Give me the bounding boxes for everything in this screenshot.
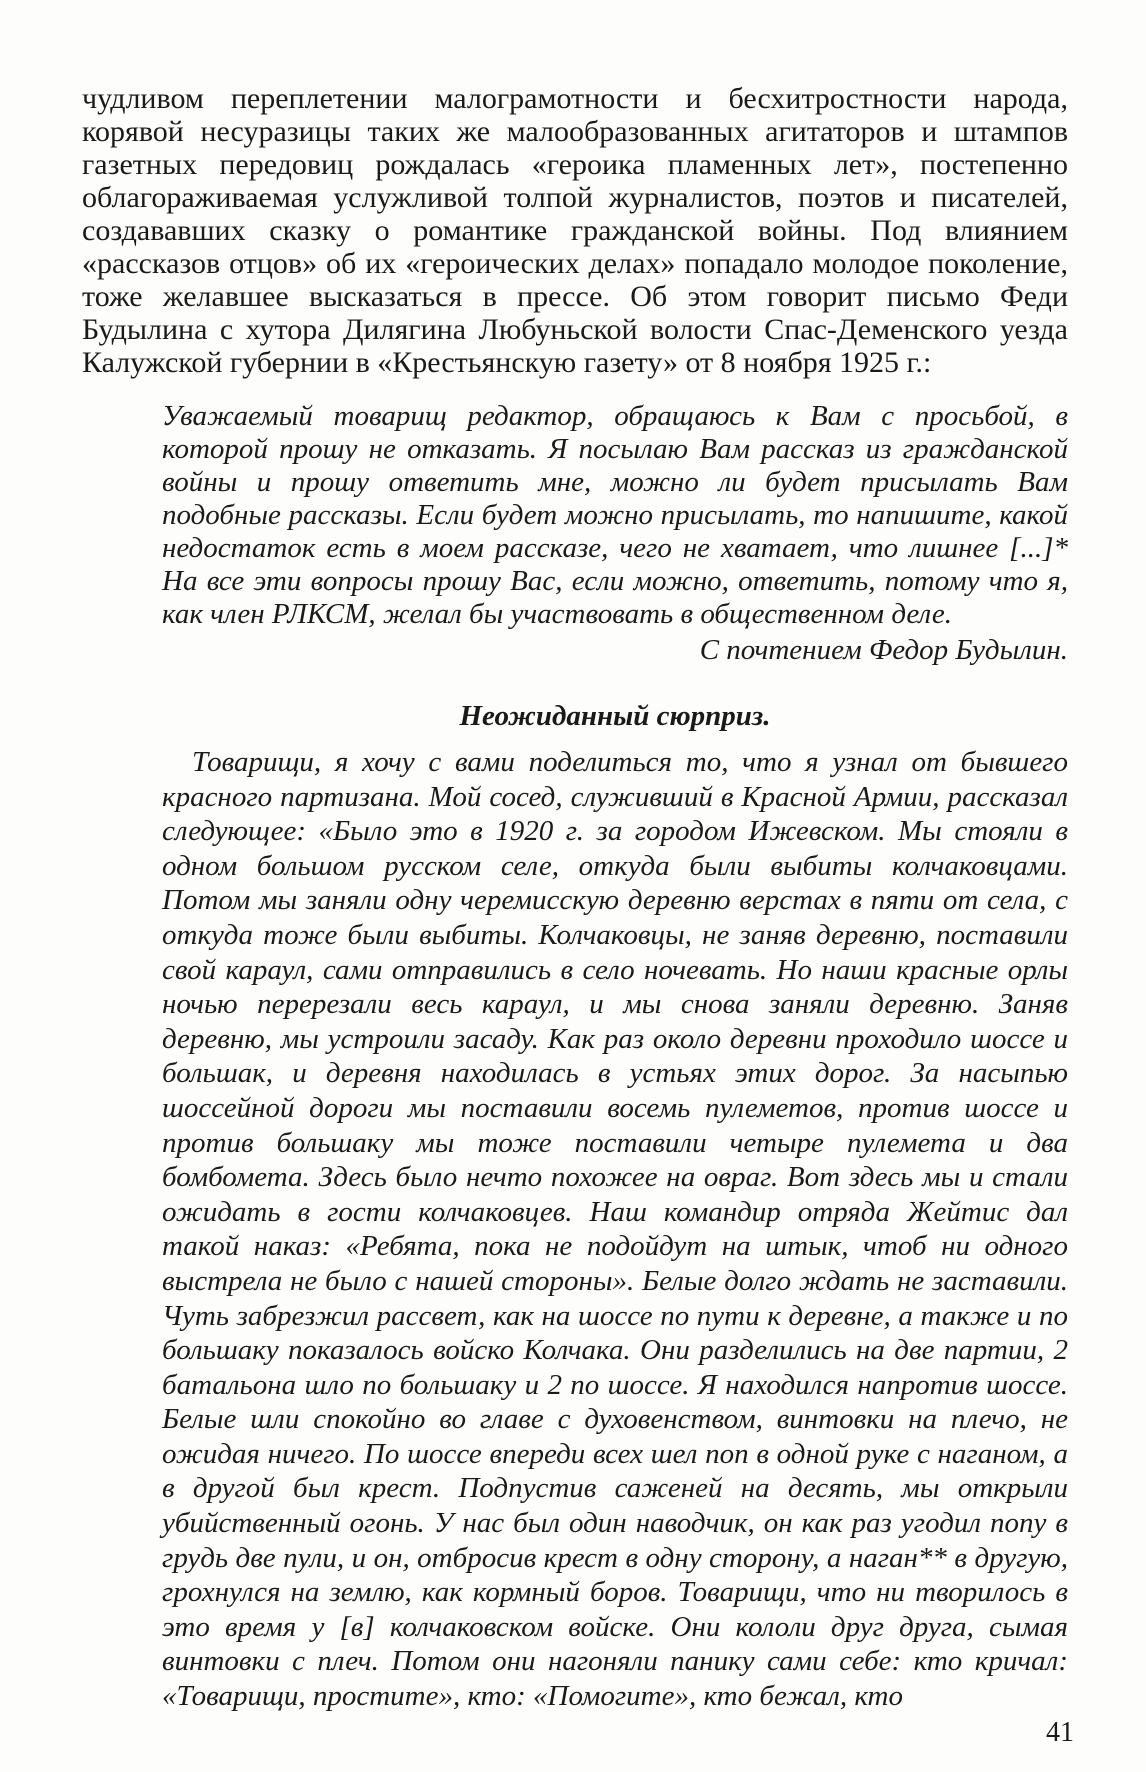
letter-signature: С почтением Федор Будылин.: [699, 634, 1068, 666]
story-title: Неожиданный сюрприз.: [459, 700, 771, 732]
intro-paragraph: чудливом переплетении малограмотности и бесхитростности народа, корявой несуразицы таких же малообразованных агитаторов и штампов газетных передовиц рождалась «героика пламенных лет», постепенно облагораживаемая услужливой толпой журналистов, поэтов и писателей, создававших сказку о романтике гражданской войны. Под влиянием «рассказов отцов» об их «героических делах» попадало молодое поколение, тоже желавшее высказаться в прессе. Об этом говорит письмо Феди Будылина с хутора Дилягина Любуньской волости Спас-Деменского уезда Калужской губернии в «Крестьянскую газету» от 8 ноября 1925 г.:: [82, 82, 1068, 379]
letter-quote: Уважаемый товарищ редактор, обращаюсь к Вам с просьбой, в которой прошу не отказать. Я посылаю Вам рассказ из гражданской войны и прошу ответить мне, можно ли будет присылать Вам подобные рассказы. Если будет можно присылать, то напишите, какой недостаток есть в моем рассказе, чего не хватает, что лишнее [...]* На все эти вопросы прошу Вас, если можно, ответить, потому что я, как член РЛКСМ, желал бы участвовать в общественном деле.: [162, 400, 1068, 630]
story-text: Товарищи, я хочу с вами поделиться то, что я узнал от бывшего красного партизана. Мой сосед, служивший в Красной Армии, рассказал следующее: «Было это в 1920 г. за городом Ижевском. Мы стояли в одном большом русском селе, откуда были выбиты колчаковцами. Потом мы заняли одну черемисскую деревню верстах в пяти от села, с откуда тоже были выбиты. Колчаковцы, не заняв деревню, поставили свой караул, сами отправились в село ночевать. Но наши красные орлы ночью перерезали весь караул, и мы снова заняли деревню. Заняв деревню, мы устроили засаду. Как раз около деревни проходило шоссе и большак, и деревня находилась в устьях этих дорог. За насыпью шоссейной дороги мы поставили восемь пулеметов, против шоссе и против большаку мы тоже поставили четыре пулемета и два бомбомета. Здесь было нечто похожее на овраг. Вот здесь мы и стали ожидать в гости колчаковцев. Наш командир отряда Жейтис дал такой наказ: «Ребята, пока не подойдут на штык, чтоб ни одного выстрела не было с нашей стороны». Белые долго ждать не заставили. Чуть забрезжил рассвет, как на шоссе по пути к деревне, а также и по большаку показалось войско Колчака. Они разделились на две партии, 2 батальона шло по большаку и 2 по шоссе. Я находился напротив шоссе. Белые шли спокойно во главе с духовенством, винтовки на плечо, не ожидая ничего. По шоссе впереди всех шел поп в одной руке с наганом, а в другой был крест. Подпустив саженей на десять, мы открыли убийственный огонь. У нас был один наводчик, он как раз угодил попу в грудь две пули, и он, отбросив крест в одну сторону, а наган** в другую, грохнулся на землю, как кормный боров. Товарищи, что ни творилось в это время у [в] колчаковском войске. Они кололи друг друга, сымая винтовки с плеч. Потом они нагоняли панику сами себе: кто кричал: «Товарищи, простите», кто: «Помогите», кто бежал, кто: [162, 746, 1068, 1713]
page-number: 41: [1046, 1717, 1074, 1748]
